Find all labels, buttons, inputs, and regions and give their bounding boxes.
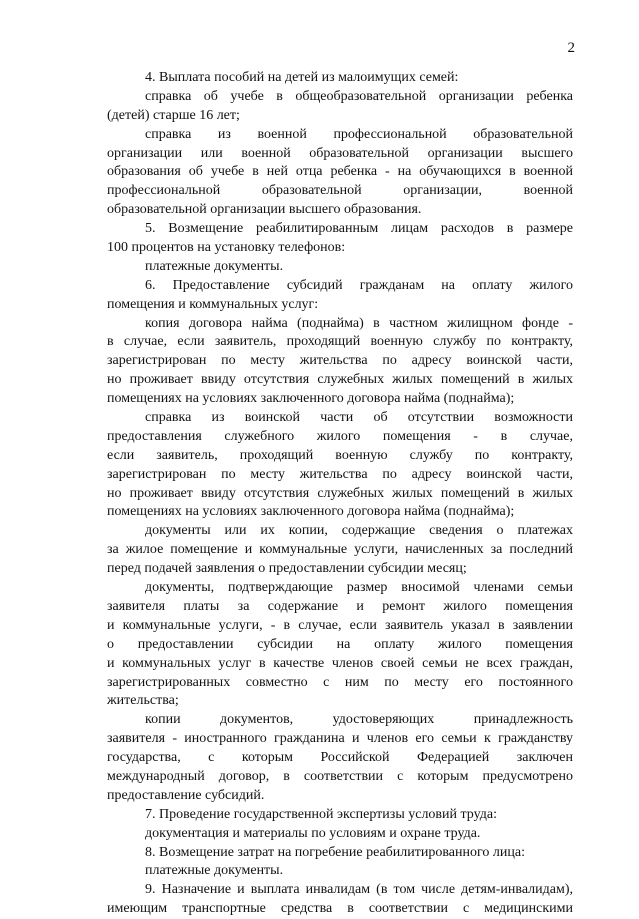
text-line: 8. Возмещение затрат на погребение реабилитированного лица: bbox=[145, 844, 525, 860]
text-line: 9. Назначение и выплата инвалидам (в том числе детям-инвалидам), bbox=[145, 882, 573, 898]
text-line: помещениях на условиях заключенного договора найма (поднайма); bbox=[107, 504, 515, 520]
text-line: перед подачей заявления о предоставлении субсидии месяц; bbox=[107, 561, 467, 577]
text-line: и коммунальные услуги, - в случае, если заявитель указал в заявлении bbox=[107, 617, 573, 633]
text-line: предоставление субсидий. bbox=[107, 787, 265, 803]
text-line: жительства; bbox=[107, 693, 179, 709]
text-line: копия договора найма (поднайма) в частном жилищном фонде - bbox=[145, 315, 573, 331]
text-line: если заявитель, проходящий военную службу по контракту, bbox=[107, 447, 573, 463]
text-line: документы или их копии, содержащие сведения о платежах bbox=[145, 523, 573, 539]
text-line: но проживает ввиду отсутствия служебных жилых помещений в жилых bbox=[107, 485, 573, 501]
text-line: образовательной организации высшего образования. bbox=[107, 202, 422, 218]
text-line: документы, подтверждающие размер вносимой членами семьи bbox=[145, 580, 573, 596]
text-line: предоставления служебного жилого помещения - в случае, bbox=[107, 428, 573, 444]
text-line: справка об учебе в общеобразовательной организации ребенка bbox=[145, 88, 573, 104]
text-line: помещения и коммунальных услуг: bbox=[107, 296, 319, 312]
text-line: (детей) старше 16 лет; bbox=[107, 107, 240, 123]
text-line: зарегистрирован по месту жительства по адресу воинской части, bbox=[107, 353, 573, 369]
text-line: но проживает ввиду отсутствия служебных жилых помещений в жилых bbox=[107, 372, 573, 388]
text-line: международный договор, в соответствии с которым предусмотрено bbox=[107, 768, 573, 784]
text-line: образования об учебе в ней отца ребенка - на обучающихся в военной bbox=[107, 164, 573, 180]
text-line: 7. Проведение государственной экспертизы условий труда: bbox=[145, 806, 497, 822]
text-line: и коммунальных услуг в качестве членов своей семьи не всех граждан, bbox=[107, 655, 573, 671]
text-line: о предоставлении субсидии на оплату жилого помещения bbox=[107, 636, 573, 652]
page-number: 2 bbox=[567, 40, 575, 56]
text-line: за жилое помещение и коммунальные услуги, начисленных за последний bbox=[107, 542, 573, 558]
text-line: справка из воинской части об отсутствии возможности bbox=[145, 410, 573, 426]
text-line: платежные документы. bbox=[145, 863, 284, 879]
text-line: имеющим транспортные средства в соответствии с медицинскими bbox=[107, 901, 573, 917]
text-line: профессиональной образовательной организации, военной bbox=[107, 183, 573, 199]
text-line: заявителя - иностранного гражданина и членов его семьи к гражданству bbox=[107, 731, 573, 747]
text-line: справка из военной профессиональной образовательной bbox=[145, 126, 573, 142]
text-line: организации или военной образовательной организации высшего bbox=[107, 145, 573, 161]
document-body bbox=[107, 69, 573, 919]
text-line: 5. Возмещение реабилитированным лицам расходов в размере bbox=[145, 221, 573, 237]
text-line: 6. Предоставление субсидий гражданам на оплату жилого bbox=[145, 277, 573, 293]
text-line: помещениях на условиях заключенного договора найма (поднайма); bbox=[107, 391, 515, 407]
text-line: копии документов, удостоверяющих принадлежность bbox=[145, 712, 573, 728]
text-line: документация и материалы по условиям и охране труда. bbox=[145, 825, 481, 841]
text-line: платежные документы. bbox=[145, 258, 284, 274]
text-line: 100 процентов на установку телефонов: bbox=[107, 240, 346, 256]
text-line: зарегистрирован по месту жительства по адресу воинской части, bbox=[107, 466, 573, 482]
text-line: государства, с которым Российской Федерацией заключен bbox=[107, 750, 573, 766]
text-line: в случае, если заявитель, проходящий военную службу по контракту, bbox=[107, 334, 573, 350]
text-line: 4. Выплата пособий на детей из малоимущих семей: bbox=[145, 70, 459, 85]
text-line: зарегистрированных совместно с ним по месту его постоянного bbox=[107, 674, 573, 690]
text-line: заявителя платы за содержание и ремонт жилого помещения bbox=[107, 598, 573, 614]
